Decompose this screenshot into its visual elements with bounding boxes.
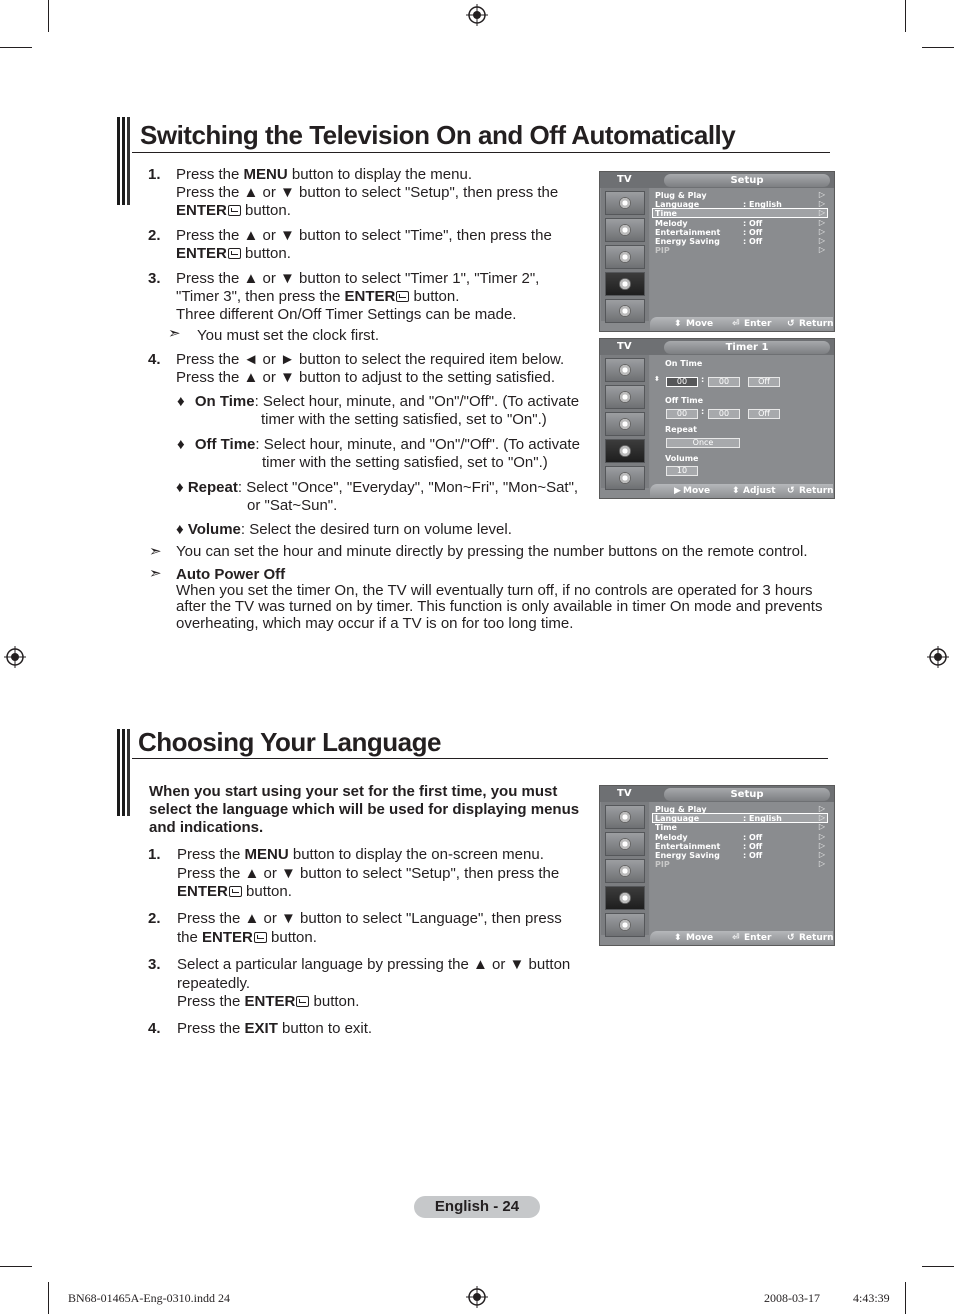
enter-icon: ⏎: [732, 933, 740, 943]
submenu-arrow-icon: ▷: [818, 831, 825, 841]
bullet-off-time: ♦ Off Time: Select hour, minute, and "On"/"Off". (To activate: [177, 436, 580, 453]
setup-icon: [605, 886, 645, 910]
menu-item-melody[interactable]: Melody: [655, 218, 688, 228]
submenu-arrow-icon: ▷: [818, 813, 825, 823]
submenu-arrow-icon: ▷: [818, 840, 825, 850]
auto-power-off-line: overheating, which may occur if a TV is on for too long time.: [176, 615, 574, 632]
channel-icon: [605, 245, 645, 269]
input-icon: [605, 466, 645, 490]
footer-return: Return: [799, 486, 834, 496]
note-arrow-icon: ➣: [149, 543, 162, 560]
footer-return: Return: [799, 319, 834, 329]
submenu-arrow-icon: ▷: [818, 822, 825, 832]
step-text: Three different On/Off Timer Settings can be made.: [176, 306, 517, 323]
step-number: 4.: [148, 351, 161, 368]
step-number: 2.: [148, 910, 161, 927]
submenu-arrow-icon: ▷: [818, 850, 825, 859]
repeat-label: Repeat: [665, 425, 697, 434]
footer-adjust: Adjust: [743, 486, 776, 496]
auto-power-off-line: When you set the timer On, the TV will eventually turn off, if no controls are operated for 3 hours: [176, 582, 813, 599]
step-text: Press the ▲ or ▼ button to adjust to the setting satisfied.: [176, 369, 556, 386]
step-text: Press the MENU button to display the menu.: [176, 166, 472, 183]
submenu-arrow-icon: ▷: [818, 217, 825, 227]
step-text: Press the ◄ or ► button to select the required item below.: [176, 351, 565, 368]
setup-icon: [605, 272, 645, 296]
menu-title: Setup: [664, 174, 830, 187]
note-arrow-icon: ➣: [168, 325, 181, 342]
enter-icon: [229, 886, 242, 897]
setup-menu-list: [650, 802, 833, 935]
submenu-arrow-icon: ▷: [818, 236, 825, 245]
menu-title: Timer 1: [664, 341, 830, 354]
footer-move: Move: [686, 319, 714, 329]
right-icon: ▶: [674, 486, 681, 496]
menu-item-value: : Off: [743, 218, 763, 228]
tv-label: TV: [617, 341, 632, 352]
language-intro: and indications.: [149, 819, 264, 836]
menu-item-entertainment[interactable]: Entertainment: [655, 227, 721, 237]
updown-icon: ⬍: [674, 319, 682, 329]
submenu-arrow-icon: ▷: [818, 208, 825, 218]
footer-move: Move: [686, 933, 714, 943]
step-text: Press the ▲ or ▼ button to select "Timer 1", "Timer 2",: [176, 270, 540, 287]
enter-icon: [254, 932, 267, 943]
off-time-label: Off Time: [665, 396, 704, 405]
menu-title: Setup: [664, 788, 830, 801]
submenu-arrow-icon: ▷: [818, 199, 825, 209]
step-number: 3.: [148, 956, 161, 973]
menu-sidebar: [601, 188, 649, 321]
menu-sidebar: [601, 802, 649, 935]
enter-icon: [296, 996, 309, 1007]
menu-sidebar: [601, 355, 649, 488]
page-number: English - 24: [414, 1196, 540, 1218]
off-time-hour[interactable]: 00: [666, 409, 698, 419]
timer-panel: [650, 355, 833, 488]
menu-footer: [650, 317, 833, 331]
menu-item-melody[interactable]: Melody: [655, 832, 688, 842]
return-icon: ↺: [787, 486, 795, 496]
menu-item-pip[interactable]: PIP: [655, 246, 670, 256]
time-colon: :: [701, 375, 705, 384]
updown-icon: ⬍: [674, 933, 682, 943]
sound-icon: [605, 832, 645, 856]
diamond-bullet-icon: ♦: [176, 479, 188, 496]
menu-item-energy-saving[interactable]: Energy Saving: [655, 237, 720, 246]
bullet-repeat: ♦ Repeat: Select "Once", "Everyday", "Mon~Fri", "Mon~Sat",: [176, 479, 579, 496]
volume-value[interactable]: 10: [666, 466, 698, 476]
off-time-state[interactable]: Off: [748, 409, 780, 419]
menu-item-plug-play[interactable]: Plug & Play: [655, 191, 707, 200]
diamond-bullet-icon: ♦: [176, 521, 188, 538]
menu-item-energy-saving[interactable]: Energy Saving: [655, 851, 720, 860]
auto-power-off-line: after the TV was turned on by timer. This function is only available in timer On mode and prevents: [176, 598, 823, 615]
enter-icon: [228, 248, 241, 259]
section-bar: [117, 117, 130, 205]
channel-icon: [605, 859, 645, 883]
step-number: 1.: [148, 166, 161, 183]
footer-enter: Enter: [744, 319, 772, 329]
picture-icon: [605, 191, 645, 215]
registration-mark-right: [927, 646, 949, 668]
language-intro: When you start using your set for the first time, you must: [149, 783, 558, 800]
bullet-continuation: timer with the setting satisfied, set to "On".): [261, 411, 547, 428]
tv-screen-timer: [599, 338, 835, 499]
menu-footer: [650, 931, 833, 945]
input-icon: [605, 299, 645, 323]
registration-mark-left: [4, 646, 26, 668]
tv-label: TV: [617, 788, 632, 799]
registration-mark-bottom: [466, 1286, 488, 1308]
volume-label: Volume: [665, 454, 699, 463]
channel-icon: [605, 412, 645, 436]
tv-screen-setup-language: [599, 785, 835, 946]
submenu-arrow-icon: ▷: [818, 245, 825, 255]
step3-note: You must set the clock first.: [197, 327, 380, 344]
step-number: 2.: [148, 227, 161, 244]
on-time-hour[interactable]: 00: [666, 377, 698, 387]
menu-footer: [650, 484, 833, 498]
step-text: ENTER button.: [177, 883, 292, 900]
tv-screen-setup-time: [599, 171, 835, 332]
on-time-minute[interactable]: 00: [708, 377, 740, 387]
menu-item-value: : English: [743, 200, 782, 210]
step-text: repeatedly.: [177, 974, 251, 992]
registration-mark-top: [466, 4, 488, 26]
file-name: BN68-01465A-Eng-0310.indd 24: [68, 1291, 230, 1305]
menu-item-value: : Off: [743, 227, 763, 237]
bullet-continuation: timer with the setting satisfied, set to "On".): [262, 454, 548, 471]
menu-item-value: : Off: [743, 841, 763, 851]
section-title-timer: Switching the Television On and Off Automatically: [140, 120, 736, 150]
note-number-buttons: You can set the hour and minute directly by pressing the number buttons on the remote control.: [176, 543, 808, 560]
menu-item-time[interactable]: Time: [655, 209, 677, 219]
menu-item-language[interactable]: Language: [655, 200, 700, 210]
section-rule: [132, 152, 830, 153]
submenu-arrow-icon: ▷: [818, 804, 825, 813]
sound-icon: [605, 385, 645, 409]
footer-move: Move: [683, 486, 711, 496]
setup-icon: [605, 439, 645, 463]
setup-menu-list: [650, 188, 833, 321]
time-colon: :: [701, 407, 705, 416]
tv-label: TV: [617, 174, 632, 185]
step-text: Press the ▲ or ▼ button to select "Language", then press: [177, 910, 562, 927]
step-text: Press the ▲ or ▼ button to select "Time", then press the: [176, 227, 552, 244]
language-intro: select the language which will be used for displaying menus: [149, 801, 580, 818]
menu-item-language[interactable]: Language: [655, 814, 700, 824]
submenu-arrow-icon: ▷: [818, 226, 825, 236]
footer-return: Return: [799, 933, 834, 943]
step-text: Press the ▲ or ▼ button to select "Setup", then press the: [176, 184, 559, 201]
menu-selection-highlight: [652, 208, 828, 218]
menu-item-pip[interactable]: PIP: [655, 860, 670, 870]
return-icon: ↺: [787, 933, 795, 943]
step-number: 1.: [148, 846, 161, 863]
step-text: Select a particular language by pressing the ▲ or ▼ button: [177, 956, 571, 973]
step-text: ENTER button.: [176, 245, 291, 262]
bullet-on-time: ♦ On Time: Select hour, minute, and "On"/"Off". (To activate: [177, 393, 580, 410]
step-text: the ENTER button.: [177, 928, 317, 946]
input-icon: [605, 913, 645, 937]
bullet-continuation: or "Sat~Sun".: [247, 497, 338, 514]
picture-icon: [605, 358, 645, 382]
step-text: Press the MENU button to display the on-screen menu.: [177, 846, 544, 863]
menu-item-plug-play[interactable]: Plug & Play: [655, 805, 707, 814]
step-text: Press the EXIT button to exit.: [177, 1020, 373, 1037]
enter-icon: ⏎: [732, 319, 740, 329]
note-arrow-icon: ➣: [149, 565, 162, 582]
submenu-arrow-icon: ▷: [818, 859, 825, 869]
step-text: Press the ENTER button.: [177, 993, 360, 1010]
step-text: Press the ▲ or ▼ button to select "Setup", then press the: [177, 864, 560, 882]
print-time: 4:43:39: [853, 1291, 890, 1305]
menu-item-entertainment[interactable]: Entertainment: [655, 841, 721, 851]
menu-item-value: : Off: [743, 237, 763, 246]
enter-icon: [396, 291, 409, 302]
off-time-minute[interactable]: 00: [708, 409, 740, 419]
step-text: ENTER button.: [176, 202, 291, 219]
diamond-bullet-icon: ♦: [177, 436, 189, 453]
picture-icon: [605, 805, 645, 829]
step-number: 3.: [148, 270, 161, 287]
bullet-volume: ♦ Volume: Select the desired turn on volume level.: [176, 521, 512, 538]
return-icon: ↺: [787, 319, 795, 329]
print-date: 2008-03-17: [764, 1291, 820, 1305]
menu-item-value: : English: [743, 814, 782, 824]
menu-item-value: : Off: [743, 832, 763, 842]
section-title-language: Choosing Your Language: [138, 727, 441, 757]
repeat-value[interactable]: Once: [666, 438, 740, 448]
menu-item-time[interactable]: Time: [655, 823, 677, 833]
updown-icon: ⬍: [732, 486, 740, 496]
menu-item-value: : Off: [743, 851, 763, 860]
step-text: "Timer 3", then press the ENTER button.: [176, 288, 460, 305]
footer-enter: Enter: [744, 933, 772, 943]
diamond-bullet-icon: ♦: [177, 393, 189, 410]
section-rule: [132, 758, 828, 759]
sound-icon: [605, 218, 645, 242]
on-time-state[interactable]: Off: [748, 377, 780, 387]
submenu-arrow-icon: ▷: [818, 190, 825, 199]
section-bar: [117, 729, 130, 816]
updown-icon: ⬍: [654, 375, 660, 383]
enter-icon: [228, 205, 241, 216]
step-number: 4.: [148, 1020, 161, 1037]
on-time-label: On Time: [665, 359, 703, 368]
auto-power-off-title: Auto Power Off: [176, 566, 286, 583]
